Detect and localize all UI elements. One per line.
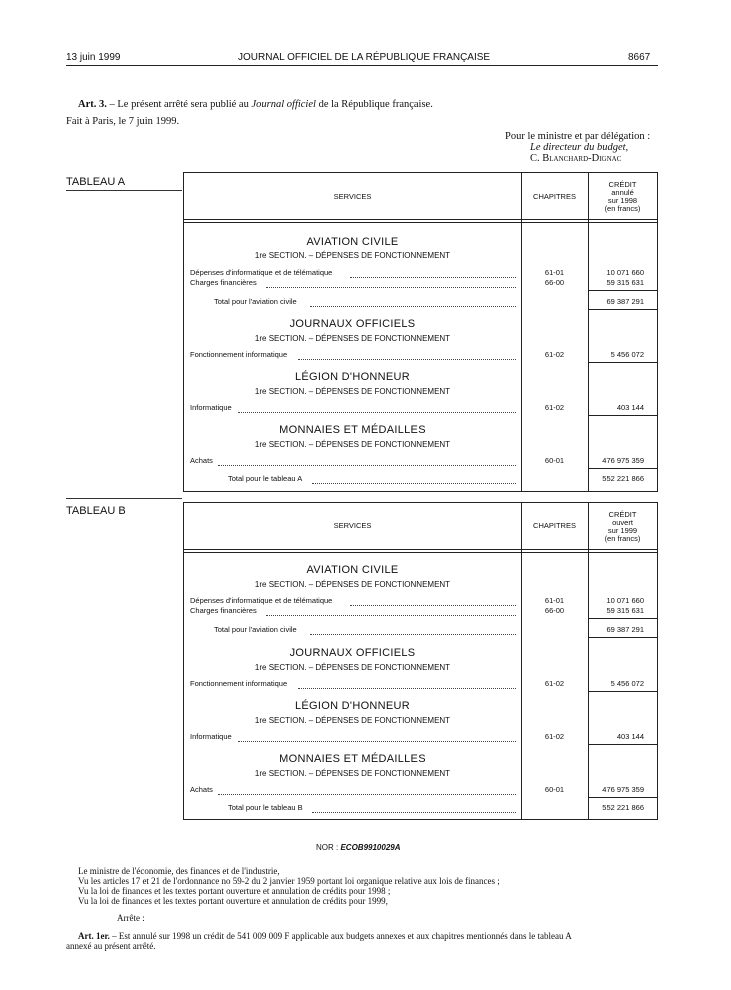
row-chapitre: 61-01: [544, 596, 565, 605]
section-title: MONNAIES ET MÉDAILLES: [279, 753, 426, 765]
article-1-continuation: annexé au présent arrêté.: [66, 941, 156, 951]
grand-total-value: 552 221 866: [602, 803, 644, 812]
row-value: 476 975 359: [602, 785, 644, 794]
section-title: AVIATION CIVILE: [306, 564, 399, 576]
article-3-text-after: de la République française.: [315, 99, 433, 110]
total-label: Total pour l'aviation civile: [214, 297, 297, 306]
col-header-services: SERVICES: [333, 521, 372, 530]
tableau-a: [183, 172, 658, 492]
subtotal-rule: [588, 290, 657, 291]
col-header-credit: [588, 181, 657, 213]
col-header-credit-line: annulé: [611, 188, 634, 197]
fait-a-paris: Fait à Paris, le 7 juin 1999.: [66, 116, 180, 127]
nor-label: NOR :: [316, 843, 341, 852]
row-chapitre: 60-01: [544, 456, 565, 465]
row-value: 10 071 660: [606, 268, 644, 277]
subtotal-rule: [588, 362, 657, 363]
tableau-a-label: TABLEAU A: [66, 176, 126, 188]
row-chapitre: 61-02: [544, 679, 565, 688]
grand-total-label: Total pour le tableau B: [228, 803, 303, 812]
dot-leader: [310, 634, 516, 635]
total-value: 69 387 291: [606, 625, 644, 634]
header-rule: [66, 65, 658, 66]
dot-leader: [218, 465, 516, 466]
subsection-title: 1re SECTION. – DÉPENSES DE FONCTIONNEMENT: [254, 769, 451, 778]
article-3-label: Art. 3.: [78, 99, 107, 110]
col-header-credit-line: CRÉDIT: [608, 180, 637, 189]
col-header-credit-line: sur 1999: [607, 526, 638, 535]
dot-leader: [312, 812, 516, 813]
row-value: 5 456 072: [610, 679, 644, 688]
row-value: 403 144: [616, 403, 644, 412]
row-label: Dépenses d'informatique et de télématique: [190, 596, 333, 605]
article-1-label: Art. 1er.: [78, 931, 110, 941]
col-header-chapitres: CHAPITRES: [533, 192, 576, 201]
row-label: Fonctionnement informatique: [190, 679, 288, 688]
decree-line: Vu la loi de finances et les textes portant ouverture et annulation de crédits pour 1999,: [78, 896, 388, 906]
row-value: 476 975 359: [602, 456, 644, 465]
header-page-number: 8667: [628, 52, 651, 63]
grand-total-label: Total pour le tableau A: [228, 474, 303, 483]
dot-leader: [298, 359, 516, 360]
row-value: 403 144: [616, 732, 644, 741]
article-1: [78, 931, 678, 941]
section-title: MONNAIES ET MÉDAILLES: [279, 424, 426, 436]
dot-leader: [266, 615, 516, 616]
row-label: Achats: [190, 456, 213, 465]
subsection-title: 1re SECTION. – DÉPENSES DE FONCTIONNEMENT: [254, 716, 451, 725]
header-divider: [184, 219, 657, 220]
nor-code: ECOB9910029A: [340, 843, 401, 852]
article-3: [78, 99, 433, 110]
header-divider: [184, 552, 657, 553]
row-chapitre: 61-02: [544, 403, 565, 412]
column-divider: [521, 503, 522, 819]
subtotal-rule: [588, 691, 657, 692]
col-header-credit-line: (en francs): [604, 204, 641, 213]
header-divider: [184, 549, 657, 550]
row-label: Charges financières: [190, 278, 257, 287]
arrete: Arrête :: [117, 913, 145, 923]
col-header-credit-line: (en francs): [604, 534, 641, 543]
section-title: JOURNAUX OFFICIELS: [289, 647, 416, 659]
section-title: JOURNAUX OFFICIELS: [289, 318, 416, 330]
row-chapitre: 60-01: [544, 785, 565, 794]
dot-leader: [218, 794, 516, 795]
header-divider: [184, 222, 657, 223]
subsection-title: 1re SECTION. – DÉPENSES DE FONCTIONNEMENT: [254, 663, 451, 672]
row-value: 59 315 631: [606, 606, 644, 615]
total-label: Total pour l'aviation civile: [214, 625, 297, 634]
tableau-a-label-rule: [66, 190, 182, 191]
subsection-title: 1re SECTION. – DÉPENSES DE FONCTIONNEMENT: [254, 580, 451, 589]
row-chapitre: 61-02: [544, 350, 565, 359]
dot-leader: [298, 688, 516, 689]
section-title: LÉGION D'HONNEUR: [294, 700, 411, 712]
article-1-text: – Est annulé sur 1998 un crédit de 541 009 009 F applicable aux budgets annexes et aux chapitres mentionnés dans le tableau A: [109, 931, 572, 941]
row-chapitre: 61-01: [544, 268, 565, 277]
tableau-b: [183, 502, 658, 820]
row-chapitre: 66-00: [544, 606, 565, 615]
grand-total-value: 552 221 866: [602, 474, 644, 483]
article-3-journal: Journal officiel: [251, 99, 316, 110]
signature-line-3: C. Blanchard-Dignac: [530, 153, 622, 164]
subtotal-rule: [588, 468, 657, 469]
section-title: LÉGION D'HONNEUR: [294, 371, 411, 383]
article-3-text-before: – Le présent arrêté sera publié au: [106, 99, 252, 110]
col-header-credit-line: sur 1998: [607, 196, 638, 205]
col-header-credit-line: ouvert: [612, 518, 633, 527]
column-divider: [521, 173, 522, 491]
total-value: 69 387 291: [606, 297, 644, 306]
decree-line: Vu les articles 17 et 21 de l'ordonnance no 59-2 du 2 janvier 1959 portant loi organique relative aux lois de finances ;: [78, 876, 500, 886]
dot-leader: [350, 277, 516, 278]
dot-leader: [312, 483, 516, 484]
subtotal-rule: [588, 415, 657, 416]
row-label: Charges financières: [190, 606, 257, 615]
subsection-title: 1re SECTION. – DÉPENSES DE FONCTIONNEMENT: [254, 440, 451, 449]
column-divider: [588, 503, 589, 819]
dot-leader: [350, 605, 516, 606]
dot-leader: [238, 741, 516, 742]
subtotal-rule: [588, 797, 657, 798]
col-header-credit: [588, 511, 657, 543]
subsection-title: 1re SECTION. – DÉPENSES DE FONCTIONNEMENT: [254, 387, 451, 396]
row-label: Dépenses d'informatique et de télématique: [190, 268, 333, 277]
row-label: Fonctionnement informatique: [190, 350, 288, 359]
signature-line-2: Le directeur du budget,: [530, 142, 629, 153]
dot-leader: [238, 412, 516, 413]
row-chapitre: 61-02: [544, 732, 565, 741]
subtotal-rule: [588, 744, 657, 745]
subtotal-rule: [588, 309, 657, 310]
dot-leader: [266, 287, 516, 288]
dot-leader: [310, 306, 516, 307]
signature-line-1: Pour le ministre et par délégation :: [505, 131, 651, 142]
header-date: 13 juin 1999: [66, 52, 121, 63]
row-label: Informatique: [190, 403, 232, 412]
subtotal-rule: [588, 637, 657, 638]
nor-reference: [316, 843, 401, 852]
row-value: 10 071 660: [606, 596, 644, 605]
row-chapitre: 66-00: [544, 278, 565, 287]
row-label: Informatique: [190, 732, 232, 741]
decree-line: Le ministre de l'économie, des finances et de l'industrie,: [78, 866, 280, 876]
tableau-b-label-rule: [66, 498, 182, 499]
col-header-credit-line: CRÉDIT: [608, 510, 637, 519]
column-divider: [588, 173, 589, 491]
row-label: Achats: [190, 785, 213, 794]
tableau-b-label: TABLEAU B: [66, 505, 126, 517]
col-header-services: SERVICES: [333, 192, 372, 201]
col-header-chapitres: CHAPITRES: [533, 521, 576, 530]
row-value: 59 315 631: [606, 278, 644, 287]
subtotal-rule: [588, 618, 657, 619]
subsection-title: 1re SECTION. – DÉPENSES DE FONCTIONNEMENT: [254, 334, 451, 343]
subsection-title: 1re SECTION. – DÉPENSES DE FONCTIONNEMENT: [254, 251, 451, 260]
row-value: 5 456 072: [610, 350, 644, 359]
header-title: JOURNAL OFFICIEL DE LA RÉPUBLIQUE FRANÇAISE: [238, 52, 491, 63]
section-title: AVIATION CIVILE: [306, 236, 399, 248]
decree-line: Vu la loi de finances et les textes portant ouverture et annulation de crédits pour 1998 ;: [78, 886, 391, 896]
